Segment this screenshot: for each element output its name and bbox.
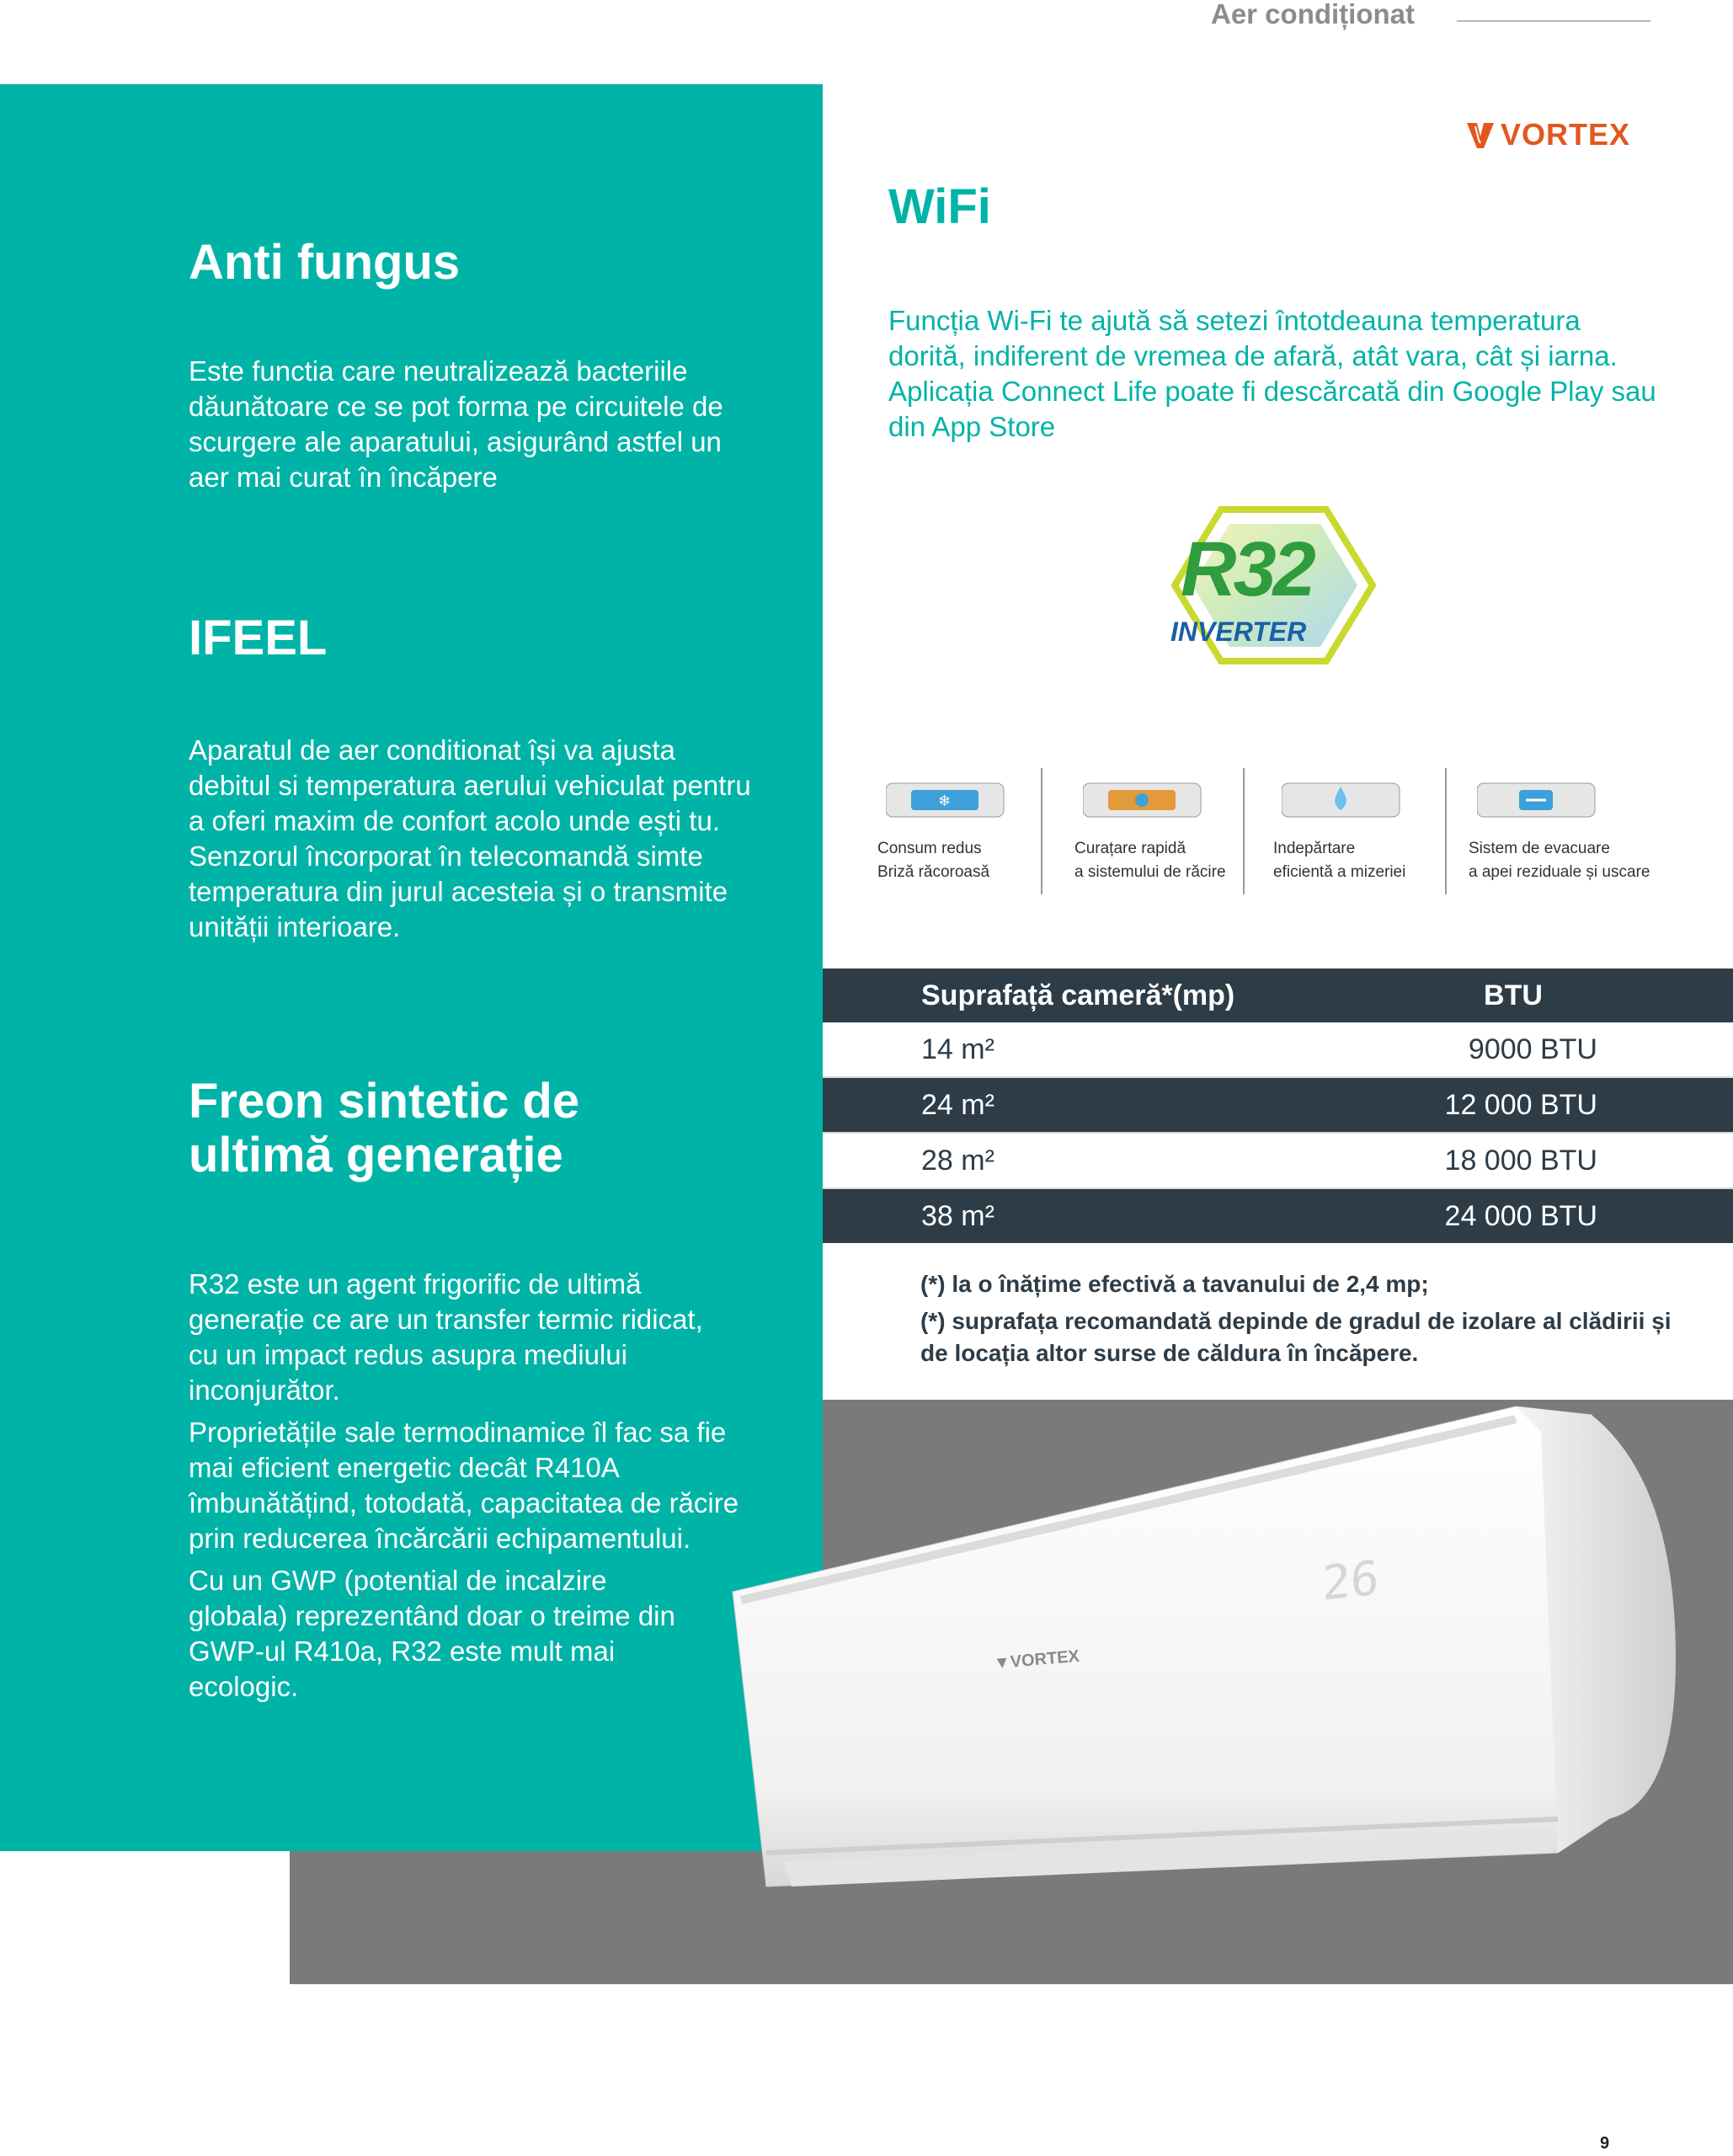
feature-item xyxy=(877,775,1067,884)
table-footnotes xyxy=(920,1268,1678,1369)
badge-inverter-text: INVERTER xyxy=(1170,616,1307,647)
table-cell-btu: 24 000 BTU xyxy=(1444,1199,1597,1232)
header-room-area: Suprafață cameră*(mp) xyxy=(921,979,1235,1011)
table-row xyxy=(823,1078,1733,1132)
snowflake-icon xyxy=(886,775,1012,825)
page-number: 9 xyxy=(1600,2134,1610,2153)
header-divider xyxy=(1457,20,1650,22)
ifeel-title: IFEEL xyxy=(189,611,328,665)
table-row xyxy=(823,1134,1733,1187)
wifi-body: Funcția Wi-Fi te ajută să setezi întotdeauna temperatura dorită, indiferent de vremea de afară, atât vara, cât și iarna. Aplicația Connect Life poate fi descărcată din Google Play sau din App Store xyxy=(888,305,1656,442)
table-cell-area: 24 m² xyxy=(921,1088,994,1121)
r32-inverter-badge xyxy=(1162,505,1381,665)
table-cell-area: 38 m² xyxy=(921,1199,994,1232)
table-row xyxy=(823,1189,1733,1243)
header-btu: BTU xyxy=(1484,979,1543,1011)
feature-line1: Indepărtare xyxy=(1273,840,1356,857)
ac-temperature-display: 26 xyxy=(1322,1550,1379,1612)
section-title: Aer condiționat xyxy=(1210,0,1415,29)
feature-line2: a sistemului de răcire xyxy=(1074,863,1226,881)
table-cell-btu: 12 000 BTU xyxy=(1444,1088,1597,1121)
freon-title-line2: ultimă generație xyxy=(189,1128,563,1182)
badge-r32-text: R32 xyxy=(1181,526,1313,612)
freon-paragraph-3: Cu un GWP (potential de incalzire globala) reprezentând doar o treime din GWP-ul R410a, R32 este mult mai ecologic. xyxy=(189,1565,675,1702)
vortex-mark-icon xyxy=(1465,120,1496,150)
vortex-logo-text: VORTEX xyxy=(1501,117,1631,152)
feature-line1: Curațare rapidă xyxy=(1074,840,1186,857)
feature-divider xyxy=(1243,768,1245,894)
feature-divider xyxy=(1041,768,1042,894)
svg-text:❄: ❄ xyxy=(938,792,952,809)
footnote-2: (*) suprafața recomandată depinde de gradul de izolare al clădirii și de locația altor surse de căldura în încăpere. xyxy=(920,1308,1672,1366)
vortex-logo xyxy=(1465,116,1652,153)
feature-line1: Sistem de evacuare xyxy=(1469,840,1610,857)
btu-table xyxy=(823,969,1733,1243)
feature-item xyxy=(1273,775,1463,884)
anti-fungus-body: Este functia care neutralizează bacteriile dăunătoare ce se pot forma pe circuitele de scurgere ale aparatului, asigurând astfel un aer mai curat în încăpere xyxy=(189,355,723,493)
table-header-row xyxy=(823,969,1733,1022)
freon-paragraph-1: R32 este un agent frigorific de ultimă generație ce are un transfer termic ridicat, cu un impact redus asupra mediului inconjurător. xyxy=(189,1268,703,1406)
freon-paragraph-2: Proprietățile sale termodinamice îl fac sa fie mai eficient energetic decât R410A îmbunătățind, totodată, capacitatea de răcire prin reducerea încărcării echipamentului. xyxy=(189,1417,739,1554)
table-cell-area: 28 m² xyxy=(921,1144,994,1177)
anti-fungus-title: Anti fungus xyxy=(189,235,461,290)
air-conditioner-image xyxy=(716,1381,1684,1903)
feature-item xyxy=(1074,775,1264,884)
feature-line2: a apei reziduale și uscare xyxy=(1469,863,1650,881)
freon-title-line1: Freon sintetic de xyxy=(189,1074,580,1129)
table-cell-area: 14 m² xyxy=(921,1033,994,1065)
feature-line1: Consum redus xyxy=(877,840,982,857)
freon-section xyxy=(189,1075,795,1705)
feature-item xyxy=(1469,775,1679,884)
droplet-icon xyxy=(1282,775,1408,825)
footnote-1: (*) la o înățime efectivă a tavanului de 2,4 mp; xyxy=(920,1271,1429,1297)
feature-line2: Briză răcoroasă xyxy=(877,863,990,881)
feature-line2: eficientă a mizeriei xyxy=(1273,863,1406,881)
table-cell-btu: 9000 BTU xyxy=(1468,1033,1597,1065)
ifeel-body: Aparatul de aer conditionat își va ajusta debitul si temperatura aerului vehiculat pentru a oferi maxim de confort acolo unde ești tu. Senzorul încorporat în telecomandă simte temperatura din jurul acesteia și o transmite unității interioare. xyxy=(189,734,751,942)
table-cell-btu: 18 000 BTU xyxy=(1444,1144,1597,1177)
anti-fungus-section xyxy=(189,236,778,495)
ac-brand-text: VORTEX xyxy=(1009,1646,1080,1672)
vortex-mark-icon: ▼ xyxy=(993,1652,1011,1673)
heat-icon xyxy=(1083,775,1209,825)
feature-divider xyxy=(1445,768,1447,894)
drain-icon xyxy=(1477,775,1603,825)
wifi-title: WiFi xyxy=(888,179,991,234)
ifeel-section xyxy=(189,611,778,945)
table-row xyxy=(823,1022,1733,1076)
